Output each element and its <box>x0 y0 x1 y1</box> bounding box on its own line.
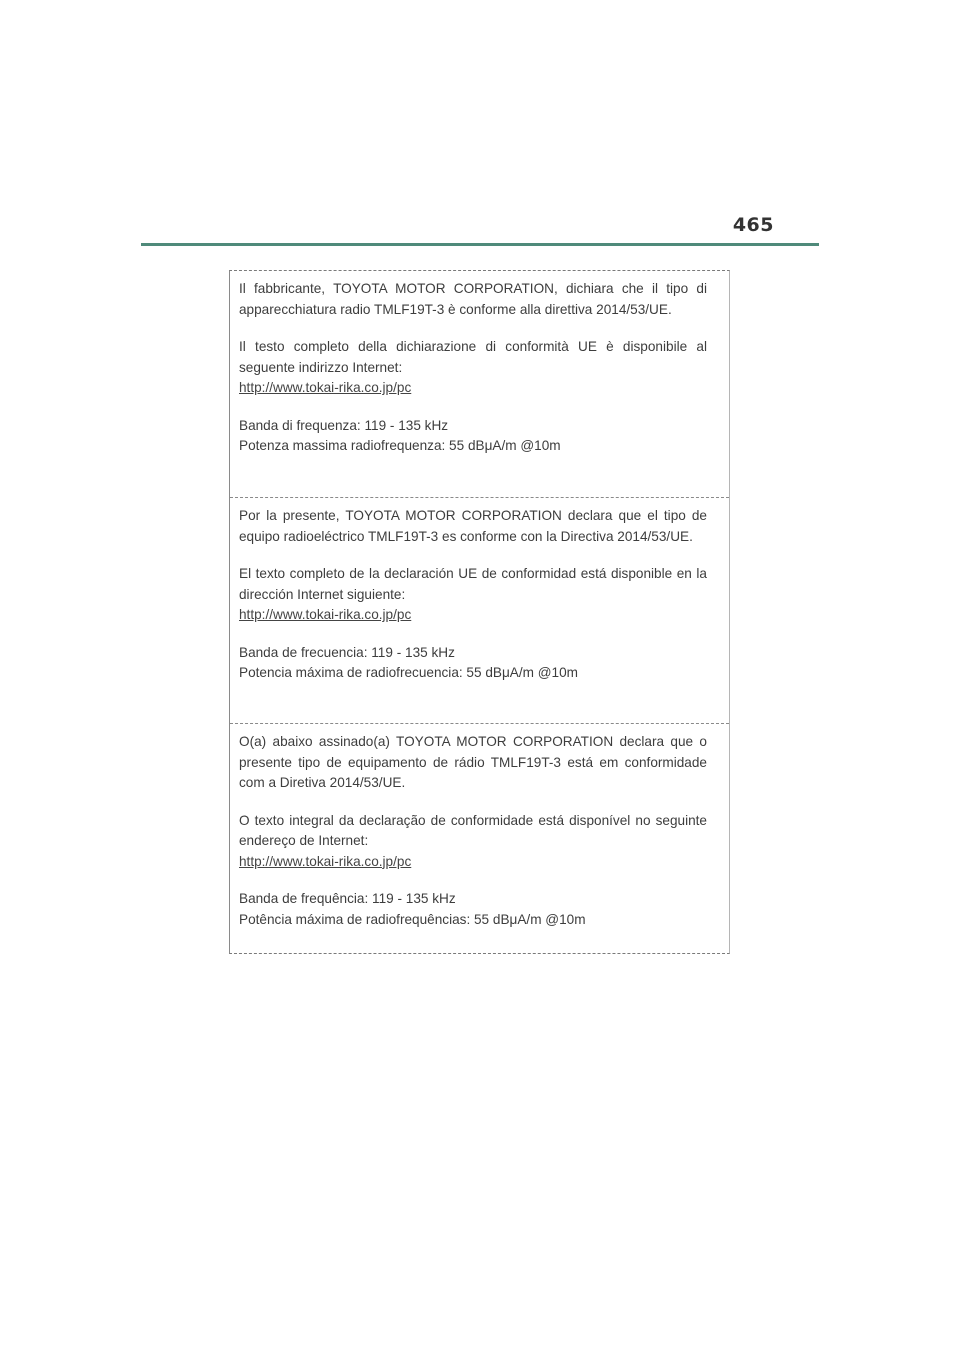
declaration-text: Por la presente, TOYOTA MOTOR CORPORATION declara que el tipo de equipo radioeléctrico TMLF19T-3 es conforme con la Directiva 2014/53/UE. <box>239 508 707 544</box>
full-text-intro: El texto completo de la declaración UE de conformidad está disponible en la dirección Internet siguiente: <box>239 566 707 602</box>
declaration-url-link[interactable]: http://www.tokai-rika.co.jp/pc <box>239 380 412 395</box>
full-text-notice <box>239 811 707 873</box>
page-number: 465 <box>732 214 774 236</box>
full-text-notice <box>239 337 707 399</box>
frequency-band: Banda de frecuencia: 119 - 135 kHz <box>239 644 455 660</box>
radio-specs <box>239 889 707 930</box>
declaration-section-portuguese <box>230 723 729 953</box>
frequency-band: Banda de frequência: 119 - 135 kHz <box>239 891 456 906</box>
max-power: Potência máxima de radiofrequências: 55 dBμA/m @10m <box>239 911 586 927</box>
frequency-band: Banda di frequenza: 119 - 135 kHz <box>239 417 449 433</box>
header-rule <box>141 243 819 246</box>
full-text-intro: O texto integral da declaração de conformidade está disponível no seguinte endereço de Internet: <box>239 812 707 848</box>
full-text-intro: Il testo completo della dichiarazione di conformità UE è disponibile al seguente indirizzo Internet: <box>239 339 707 375</box>
full-text-notice <box>239 564 707 626</box>
max-power: Potenza massima radiofrequenza: 55 dBμA/m @10m <box>239 438 561 453</box>
declaration-box <box>229 270 730 954</box>
declaration-section-italian <box>230 271 729 497</box>
declaration-text: Il fabbricante, TOYOTA MOTOR CORPORATION, dichiara che il tipo di apparecchiatura radio TMLF19T-3 è conforme alla direttiva 2014/53/UE. <box>239 281 707 317</box>
radio-specs <box>239 643 707 684</box>
declaration-url-link[interactable]: http://www.tokai-rika.co.jp/pc <box>239 853 412 869</box>
declaration-url-link[interactable]: http://www.tokai-rika.co.jp/pc <box>239 607 412 622</box>
max-power: Potencia máxima de radiofrecuencia: 55 dBμA/m @10m <box>239 665 578 680</box>
radio-specs <box>239 416 707 457</box>
declaration-section-spanish <box>230 497 729 723</box>
declaration-text: O(a) abaixo assinado(a) TOYOTA MOTOR CORPORATION declara que o presente tipo de equipamento de rádio TMLF19T-3 está em conformidade com a Diretiva 2014/53/UE. <box>239 734 707 790</box>
